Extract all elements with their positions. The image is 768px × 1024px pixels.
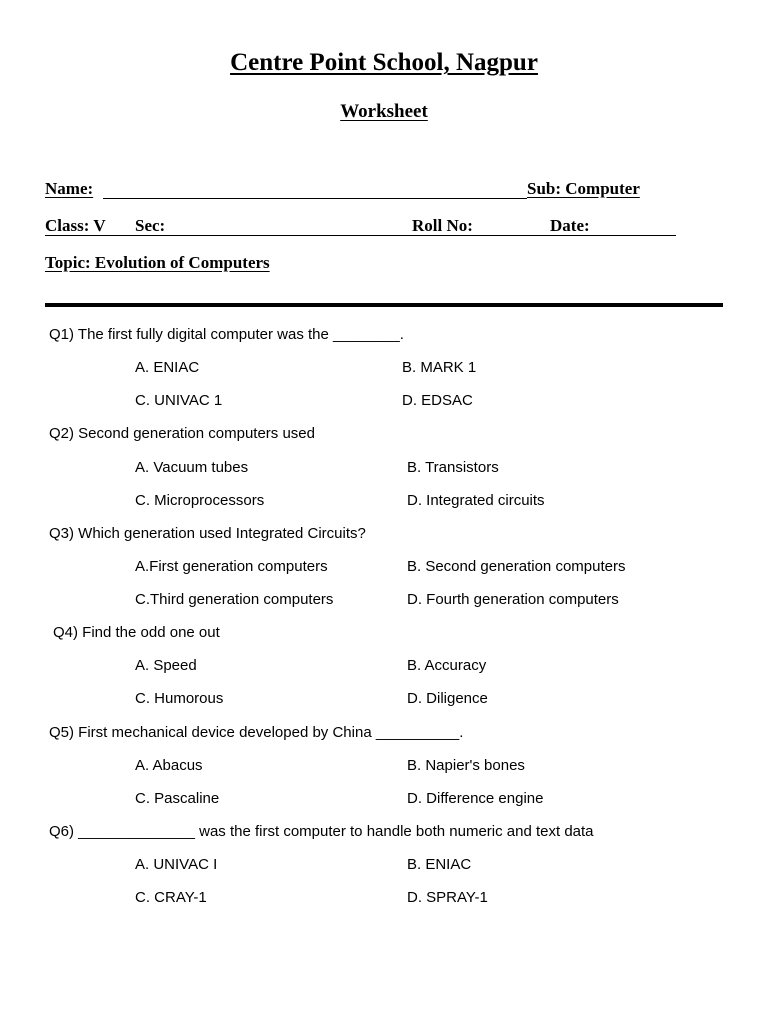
q1-option-a: A. ENIAC [135, 359, 200, 376]
question-5: Q5) First mechanical device developed by China __________. [49, 724, 464, 741]
sec-label: Sec: [135, 216, 166, 235]
q2-option-c: C. Microprocessors [135, 492, 265, 509]
school-title: Centre Point School, Nagpur [230, 49, 538, 76]
q3-option-c: C.Third generation computers [135, 591, 334, 608]
q6-option-a: A. UNIVAC I [135, 856, 218, 873]
q6-option-d: D. SPRAY-1 [407, 889, 488, 906]
q4-option-c: C. Humorous [135, 690, 224, 707]
topic-label: Topic: Evolution of Computers [45, 253, 270, 272]
worksheet-title: Worksheet [340, 101, 428, 122]
class-label: Class: V [45, 216, 106, 235]
roll-no-label: Roll No: [412, 216, 473, 235]
q5-option-b: B. Napier's bones [407, 757, 525, 774]
q1-option-b: B. MARK 1 [402, 359, 477, 376]
class-row-line[interactable] [45, 235, 676, 236]
question-3: Q3) Which generation used Integrated Circuits? [49, 525, 366, 542]
name-gap-line [489, 198, 527, 199]
q2-option-a: A. Vacuum tubes [135, 459, 249, 476]
q5-option-a: A. Abacus [135, 757, 203, 774]
q6-option-b: B. ENIAC [407, 856, 472, 873]
q6-option-c: C. CRAY-1 [135, 889, 207, 906]
q3-option-d: D. Fourth generation computers [407, 591, 619, 608]
q1-option-d: D. EDSAC [402, 392, 473, 409]
q4-option-b: B. Accuracy [407, 657, 487, 674]
q2-option-d: D. Integrated circuits [407, 492, 545, 509]
name-blank-line[interactable] [103, 198, 489, 199]
q3-option-b: B. Second generation computers [407, 558, 626, 575]
separator-rule [45, 303, 723, 307]
question-1: Q1) The first fully digital computer was the ________. [49, 326, 404, 343]
q4-option-d: D. Diligence [407, 690, 488, 707]
q5-option-d: D. Difference engine [407, 790, 544, 807]
name-label: Name: [45, 179, 94, 198]
date-label: Date: [550, 216, 590, 235]
q2-option-b: B. Transistors [407, 459, 499, 476]
question-6: Q6) ______________ was the first computer to handle both numeric and text data [49, 823, 594, 840]
q4-option-a: A. Speed [135, 657, 197, 674]
question-4: Q4) Find the odd one out [53, 624, 220, 641]
q3-option-a: A.First generation computers [135, 558, 328, 575]
q1-option-c: C. UNIVAC 1 [135, 392, 223, 409]
q5-option-c: C. Pascaline [135, 790, 220, 807]
subject-label: Sub: Computer [527, 179, 640, 198]
question-2: Q2) Second generation computers used [49, 425, 315, 442]
